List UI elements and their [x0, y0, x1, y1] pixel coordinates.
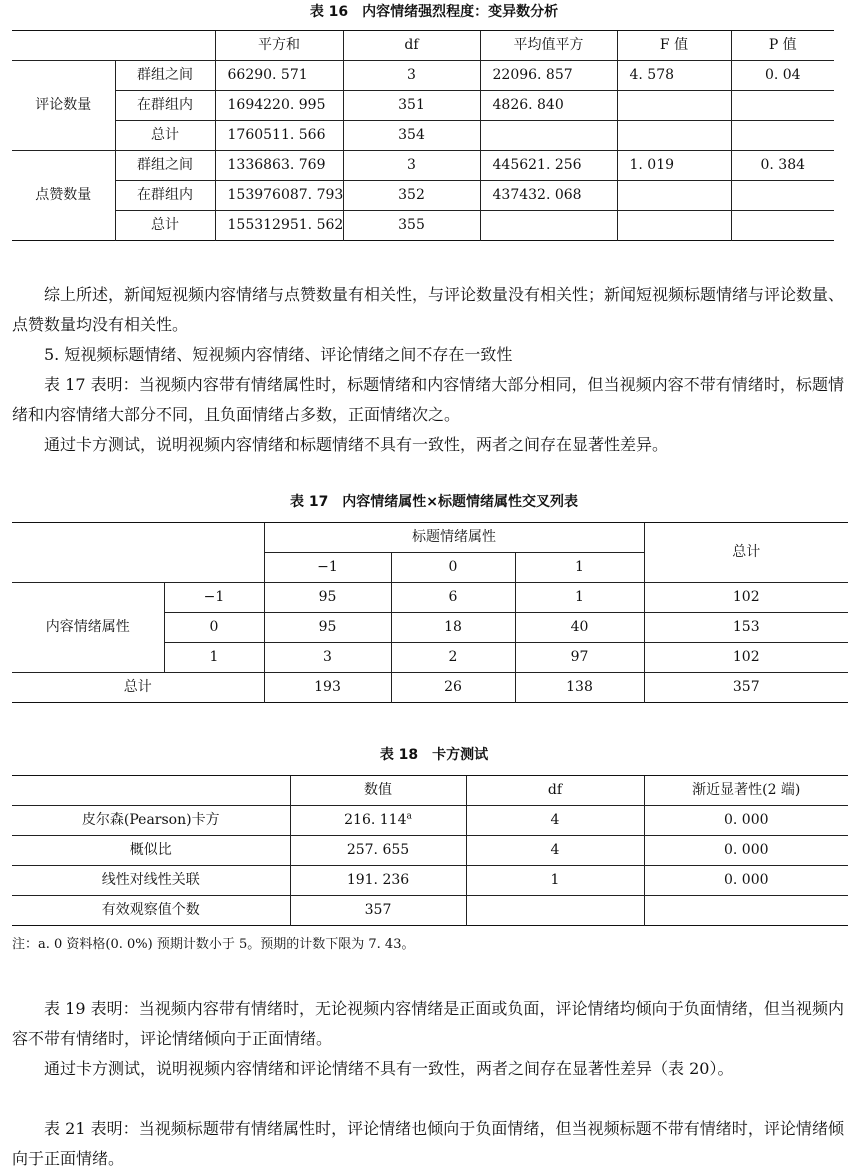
value-cell: 191. 236 — [290, 866, 466, 896]
table17-title-attr-header: 标题情绪属性 — [264, 523, 644, 553]
table16-group-label: 评论数量 — [12, 61, 115, 151]
table-row — [12, 91, 834, 121]
count-cell: 1 — [515, 583, 644, 613]
sig-cell — [644, 896, 848, 926]
row-label: 总计 — [115, 211, 215, 241]
row-label: 有效观察值个数 — [12, 896, 290, 926]
count-cell: 95 — [264, 613, 391, 643]
total-cell: 153 — [644, 613, 848, 643]
table-row — [12, 836, 848, 866]
count-cell: 26 — [391, 673, 515, 703]
table16-header-f: F 值 — [617, 31, 731, 61]
paragraph-table21-desc: 表 21 表明：当视频标题带有情绪属性时，评论情绪也倾向于负面情绪，但当视频标题不带有情绪时，评论情绪倾向于正面情绪。 — [12, 1119, 844, 1168]
table-row — [12, 583, 848, 613]
table16-header-row — [12, 31, 834, 61]
table16-header-ss: 平方和 — [215, 31, 343, 61]
df-cell: 4 — [466, 806, 644, 836]
df-cell: 355 — [343, 211, 480, 241]
f-cell — [617, 121, 731, 151]
ms-cell — [480, 121, 617, 151]
table16-corner-cell — [12, 31, 215, 61]
table-row — [12, 151, 834, 181]
count-cell: 6 — [391, 583, 515, 613]
df-cell: 352 — [343, 181, 480, 211]
df-cell: 3 — [343, 151, 480, 181]
table-row — [12, 181, 834, 211]
ss-cell: 153976087. 793 — [215, 181, 343, 211]
row-label: 概似比 — [12, 836, 290, 866]
total-cell: 357 — [644, 673, 848, 703]
p-cell — [731, 211, 834, 241]
table-row — [12, 61, 834, 91]
p-cell: 0. 384 — [731, 151, 834, 181]
df-cell — [466, 896, 644, 926]
sig-cell: 0. 000 — [644, 866, 848, 896]
table18-header-sig: 渐近显著性(2 端) — [644, 776, 848, 806]
ms-cell: 4826. 840 — [480, 91, 617, 121]
df-cell: 4 — [466, 836, 644, 866]
row-value: 1 — [164, 643, 264, 673]
ss-cell: 155312951. 562 — [215, 211, 343, 241]
table16-group-label: 点赞数量 — [12, 151, 115, 241]
sig-cell: 0. 000 — [644, 806, 848, 836]
ms-cell: 445621. 256 — [480, 151, 617, 181]
table16 — [12, 30, 834, 241]
footnote-marker: a — [406, 811, 412, 822]
f-cell — [617, 181, 731, 211]
p-cell — [731, 91, 834, 121]
table17-header-row-1 — [12, 523, 848, 553]
df-cell: 3 — [343, 61, 480, 91]
table16-header-ms: 平均值平方 — [480, 31, 617, 61]
table17-corner-cell — [12, 523, 264, 583]
table18-header-row — [12, 776, 848, 806]
table18-corner-cell — [12, 776, 290, 806]
col-value-header: 1 — [515, 553, 644, 583]
count-cell: 193 — [264, 673, 391, 703]
total-cell: 102 — [644, 583, 848, 613]
table-row — [12, 806, 848, 836]
paragraph-table17-desc: 表 17 表明：当视频内容带有情绪属性时，标题情绪和内容情绪大部分相同，但当视频内容不带有情绪时，标题情绪和内容情绪大部分不同，且负面情绪占多数，正面情绪次之。 — [12, 375, 844, 424]
value-cell: 357 — [290, 896, 466, 926]
paragraph-chisq-desc: 通过卡方测试，说明视频内容情绪和标题情绪不具有一致性，两者之间存在显著性差异。 — [44, 435, 669, 454]
table18-header-df: df — [466, 776, 644, 806]
table-row — [12, 896, 848, 926]
table18 — [12, 775, 848, 926]
paragraph-table19-desc: 表 19 表明：当视频内容带有情绪时，无论视频内容情绪是正面或负面，评论情绪均倾向于负面情绪，但当视频内容不带有情绪时，评论情绪倾向于正面情绪。 — [12, 999, 844, 1048]
count-cell: 2 — [391, 643, 515, 673]
count-cell: 97 — [515, 643, 644, 673]
section-heading-5: 5. 短视频标题情绪、短视频内容情绪、评论情绪之间不存在一致性 — [44, 345, 513, 364]
table16-header-p: P 值 — [731, 31, 834, 61]
total-row-label: 总计 — [12, 673, 264, 703]
table18-caption: 表 18 卡方测试 — [379, 747, 489, 763]
total-cell: 102 — [644, 643, 848, 673]
row-label: 总计 — [115, 121, 215, 151]
table17-row-attr-label: 内容情绪属性 — [12, 583, 164, 673]
ss-cell: 1760511. 566 — [215, 121, 343, 151]
table16-header-df: df — [343, 31, 480, 61]
ss-cell: 66290. 571 — [215, 61, 343, 91]
count-cell: 40 — [515, 613, 644, 643]
value-cell: 257. 655 — [290, 836, 466, 866]
ss-cell: 1694220. 995 — [215, 91, 343, 121]
count-cell: 138 — [515, 673, 644, 703]
table17-total-row — [12, 673, 848, 703]
value-cell — [290, 806, 466, 836]
paragraph-chisq-table20: 通过卡方测试，说明视频内容情绪和评论情绪不具有一致性，两者之间存在显著性差异（表 20）。 — [44, 1059, 734, 1078]
table-row — [12, 121, 834, 151]
row-label: 群组之间 — [115, 151, 215, 181]
row-label: 群组之间 — [115, 61, 215, 91]
f-cell: 4. 578 — [617, 61, 731, 91]
ms-cell: 22096. 857 — [480, 61, 617, 91]
col-value-header: 0 — [391, 553, 515, 583]
df-cell: 354 — [343, 121, 480, 151]
p-cell — [731, 181, 834, 211]
df-cell: 1 — [466, 866, 644, 896]
col-value-header: −1 — [264, 553, 391, 583]
table-row — [12, 211, 834, 241]
row-label: 在群组内 — [115, 181, 215, 211]
row-value: 0 — [164, 613, 264, 643]
f-cell: 1. 019 — [617, 151, 731, 181]
ms-cell — [480, 211, 617, 241]
value-text: 216. 114 — [344, 812, 407, 828]
ss-cell: 1336863. 769 — [215, 151, 343, 181]
f-cell — [617, 91, 731, 121]
count-cell: 18 — [391, 613, 515, 643]
row-label: 线性对线性关联 — [12, 866, 290, 896]
p-cell: 0. 04 — [731, 61, 834, 91]
df-cell: 351 — [343, 91, 480, 121]
p-cell — [731, 121, 834, 151]
count-cell: 95 — [264, 583, 391, 613]
f-cell — [617, 211, 731, 241]
row-label: 皮尔森(Pearson)卡方 — [12, 806, 290, 836]
table17-total-header: 总计 — [644, 523, 848, 583]
table17 — [12, 522, 848, 703]
table18-note: 注：a. 0 资料格(0. 0%) 预期计数小于 5。预期的计数下限为 7. 43。 — [12, 937, 415, 952]
table17-caption: 表 17 内容情绪属性×标题情绪属性交叉列表 — [289, 494, 579, 510]
sig-cell: 0. 000 — [644, 836, 848, 866]
count-cell: 3 — [264, 643, 391, 673]
row-label: 在群组内 — [115, 91, 215, 121]
paragraph-summary: 综上所述，新闻短视频内容情绪与点赞数量有相关性，与评论数量没有相关性；新闻短视频标题情绪与评论数量、点赞数量均没有相关性。 — [12, 285, 845, 334]
ms-cell: 437432. 068 — [480, 181, 617, 211]
table18-header-value: 数值 — [290, 776, 466, 806]
table16-caption: 表 16 内容情绪强烈程度：变异数分析 — [309, 4, 559, 20]
row-value: −1 — [164, 583, 264, 613]
table-row — [12, 866, 848, 896]
